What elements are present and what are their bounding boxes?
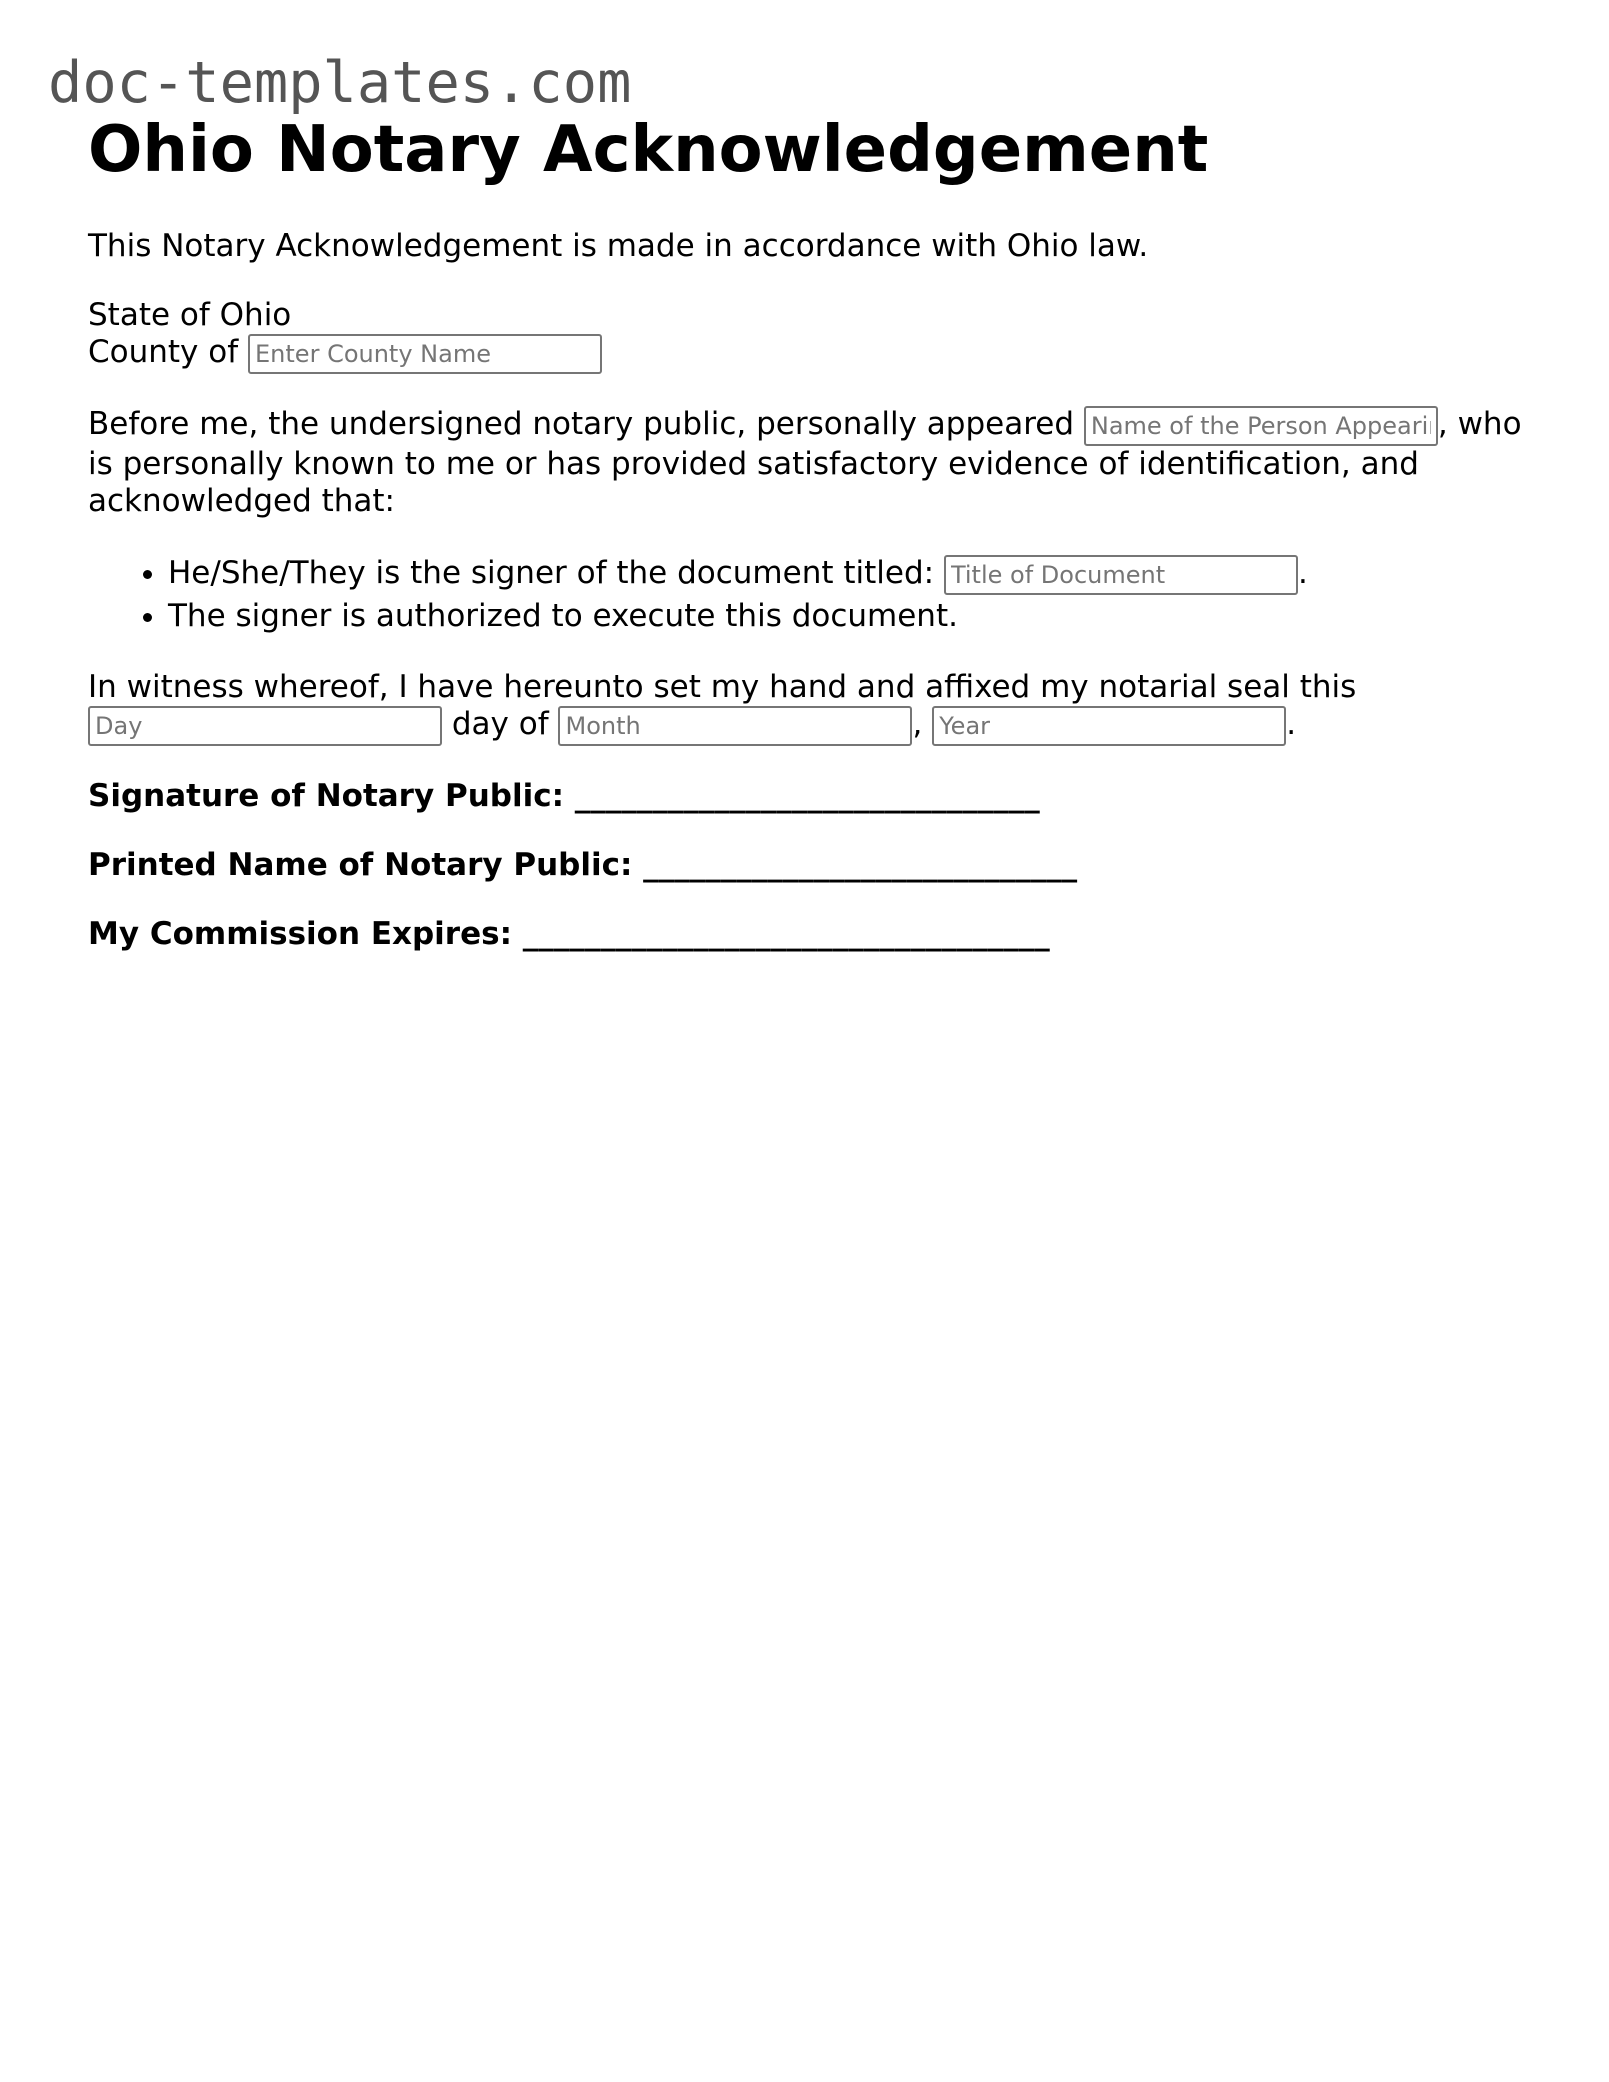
- list-item: [168, 552, 1528, 595]
- witness-end: .: [1286, 706, 1297, 742]
- year-input[interactable]: [932, 706, 1286, 746]
- intro-paragraph: This Notary Acknowledgement is made in accordance with Ohio law.: [88, 228, 1149, 264]
- month-input[interactable]: [558, 706, 912, 746]
- county-label: County of: [88, 334, 239, 370]
- appeared-text-after: , who is personally known to me or has provided satisfactory evidence of identification, and acknowledged that:: [88, 406, 1522, 519]
- notary-signature-line: [88, 778, 1528, 815]
- person-name-input[interactable]: [1084, 406, 1438, 446]
- day-of-text: day of: [451, 706, 549, 742]
- signer-end: .: [1297, 555, 1308, 591]
- county-input[interactable]: [248, 334, 602, 374]
- notary-printed-name-line: [88, 847, 1528, 884]
- printed-name-blank: ____________________________: [643, 847, 1078, 883]
- commission-expires-line: [88, 916, 1528, 953]
- authorized-text: The signer is authorized to execute this document.: [168, 598, 958, 634]
- signature-blank: ______________________________: [574, 778, 1040, 814]
- document-title-input[interactable]: [944, 555, 1298, 595]
- acknowledgement-list: [88, 552, 1528, 637]
- witness-paragraph: [88, 669, 1528, 746]
- appearance-paragraph: [88, 406, 1528, 520]
- signature-label: Signature of Notary Public:: [88, 778, 564, 814]
- commission-blank: __________________________________: [522, 916, 1050, 952]
- day-input[interactable]: [88, 706, 442, 746]
- list-item: [168, 595, 1528, 637]
- document-body: [88, 112, 1528, 953]
- commission-label: My Commission Expires:: [88, 916, 512, 952]
- comma-text: ,: [912, 706, 923, 742]
- appeared-text-before: Before me, the undersigned notary public, personally appeared: [88, 406, 1075, 442]
- watermark-text: doc-templates.com: [48, 50, 632, 116]
- state-line: State of Ohio: [88, 297, 292, 333]
- venue-block: [88, 297, 1528, 374]
- printed-name-label: Printed Name of Notary Public:: [88, 847, 633, 883]
- document-title: Ohio Notary Acknowledgement: [88, 113, 1209, 187]
- witness-text: In witness whereof, I have hereunto set my hand and affixed my notarial seal this: [88, 669, 1357, 705]
- signer-text: He/She/They is the signer of the document titled:: [168, 555, 935, 591]
